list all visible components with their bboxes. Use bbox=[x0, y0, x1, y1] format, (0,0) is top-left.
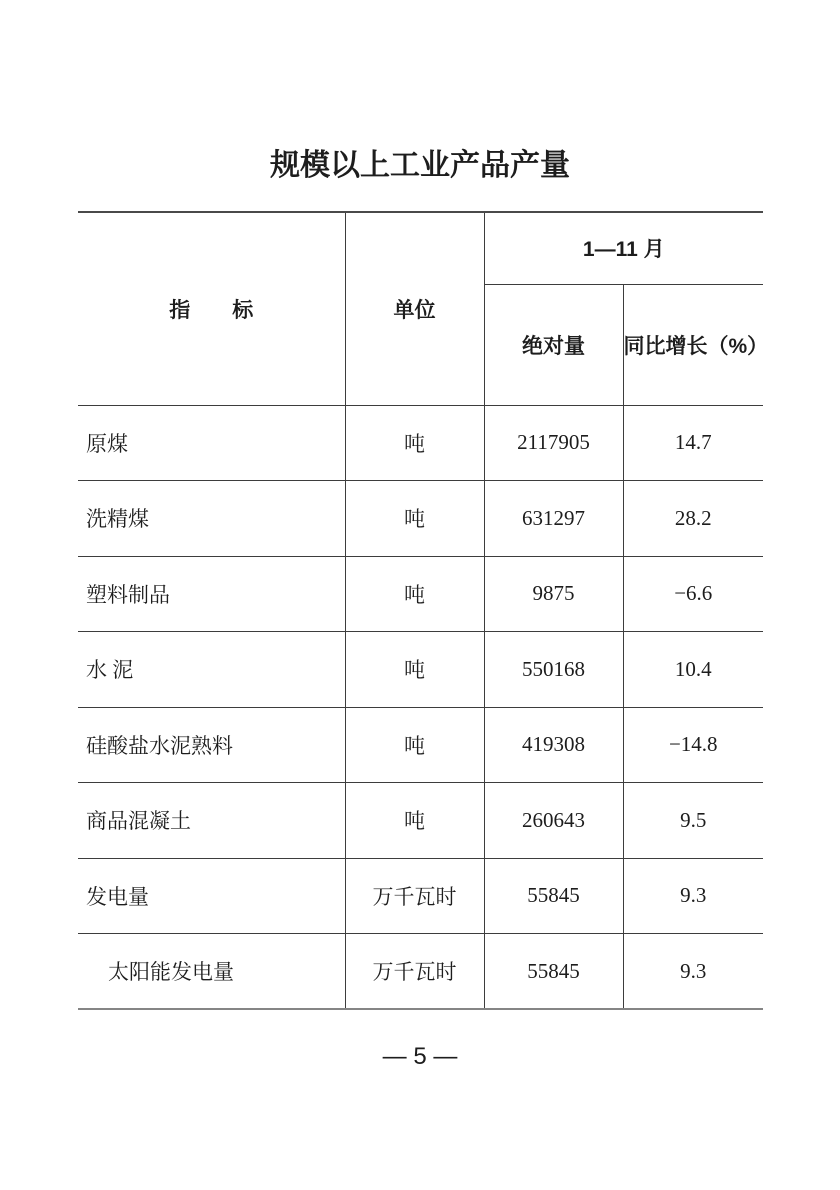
unit-cell: 吨 bbox=[345, 632, 484, 708]
table-row bbox=[78, 405, 763, 481]
unit-cell: 吨 bbox=[345, 481, 484, 557]
indicator-cell: 洗精煤 bbox=[78, 481, 345, 557]
table-row bbox=[78, 632, 763, 708]
header-period: 1—11 月 bbox=[484, 212, 763, 284]
yoy-growth-cell: 9.5 bbox=[623, 783, 763, 859]
absolute-value-cell: 260643 bbox=[484, 783, 623, 859]
header-unit: 单位 bbox=[345, 212, 484, 405]
indicator-cell: 塑料制品 bbox=[78, 556, 345, 632]
table-row bbox=[78, 858, 763, 934]
header-yoy-growth: 同比增长（%） bbox=[623, 284, 763, 405]
yoy-growth-cell: −6.6 bbox=[623, 556, 763, 632]
unit-cell: 万千瓦时 bbox=[345, 934, 484, 1010]
header-absolute: 绝对量 bbox=[484, 284, 623, 405]
yoy-growth-cell: 10.4 bbox=[623, 632, 763, 708]
absolute-value-cell: 631297 bbox=[484, 481, 623, 557]
table-row bbox=[78, 783, 763, 859]
table-row bbox=[78, 556, 763, 632]
unit-cell: 吨 bbox=[345, 405, 484, 481]
indicator-cell: 原煤 bbox=[78, 405, 345, 481]
absolute-value-cell: 550168 bbox=[484, 632, 623, 708]
indicator-cell: 硅酸盐水泥熟料 bbox=[78, 707, 345, 783]
indicator-cell: 太阳能发电量 bbox=[78, 934, 345, 1010]
yoy-growth-cell: 14.7 bbox=[623, 405, 763, 481]
unit-cell: 吨 bbox=[345, 707, 484, 783]
table-row bbox=[78, 481, 763, 557]
unit-cell: 吨 bbox=[345, 556, 484, 632]
table-row bbox=[78, 934, 763, 1010]
yoy-growth-cell: 9.3 bbox=[623, 934, 763, 1010]
table-row bbox=[78, 707, 763, 783]
absolute-value-cell: 419308 bbox=[484, 707, 623, 783]
page-number: — 5 — bbox=[382, 1043, 458, 1070]
header-row-period bbox=[78, 212, 763, 284]
indicator-cell: 发电量 bbox=[78, 858, 345, 934]
indicator-cell: 商品混凝土 bbox=[78, 783, 345, 859]
unit-cell: 万千瓦时 bbox=[345, 858, 484, 934]
unit-cell: 吨 bbox=[345, 783, 484, 859]
absolute-value-cell: 55845 bbox=[484, 934, 623, 1010]
absolute-value-cell: 9875 bbox=[484, 556, 623, 632]
yoy-growth-cell: 28.2 bbox=[623, 481, 763, 557]
header-indicator: 指 标 bbox=[78, 212, 345, 405]
indicator-cell: 水 泥 bbox=[78, 632, 345, 708]
yoy-growth-cell: 9.3 bbox=[623, 858, 763, 934]
page-title: 规模以上工业产品产量 bbox=[270, 149, 570, 182]
industrial-output-table-wrap bbox=[78, 211, 769, 1010]
yoy-growth-cell: −14.8 bbox=[623, 707, 763, 783]
industrial-output-table bbox=[78, 211, 769, 1010]
table-body bbox=[78, 405, 763, 1009]
absolute-value-cell: 55845 bbox=[484, 858, 623, 934]
absolute-value-cell: 2117905 bbox=[484, 405, 623, 481]
